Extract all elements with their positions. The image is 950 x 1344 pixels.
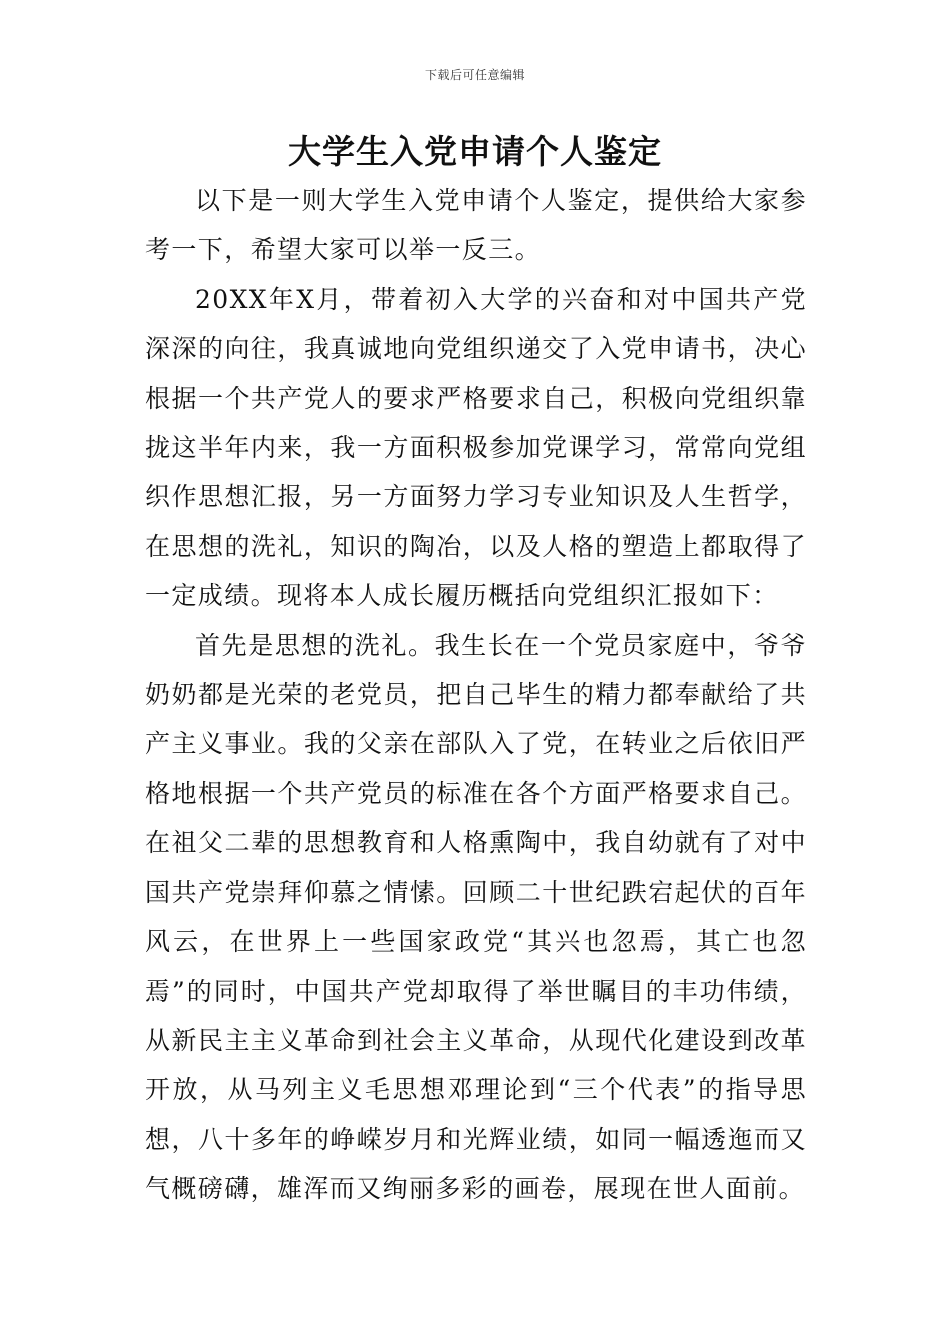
paragraph-intro: 以下是一则大学生入党申请个人鉴定，提供给大家参考一下，希望大家可以举一反三。: [145, 186, 807, 265]
paragraph-application: 20XX年X月，带着初入大学的兴奋和对中国共产党深深的向往，我真诚地向党组织递交了入党申请书，决心根据一个共产党人的要求严格要求自己，积极向党组织靠拢这半年内来，我一方面积极参加党课学习，常常向党组织作思想汇报，另一方面努力学习专业知识及人生哲学，在思想的洗礼，知识的陶冶，以及人格的塑造上都取得了一定成绩。现将本人成长履历概括向党组织汇报如下：: [145, 284, 807, 611]
paragraph-thought: 首先是思想的洗礼。我生长在一个党员家庭中，爷爷奶奶都是光荣的老党员，把自己毕生的精力都奉献给了共产主义事业。我的父亲在部队入了党，在转业之后依旧严格地根据一个共产党员的标准在各个方面严格要求自己。在祖父二辈的思想教育和人格熏陶中，我自幼就有了对中国共产党崇拜仰慕之情愫。回顾二十世纪跌宕起伏的百年风云，在世界上一些国家政党“其兴也忽焉，其亡也忽焉”的同时，中国共产党却取得了举世瞩目的丰功伟绩，从新民主主义革命到社会主义革命，从现代化建设到改革开放，从马列主义毛思想邓理论到“三个代表”的指导思想，八十多年的峥嵘岁月和光辉业绩，如同一幅透迤而又气概磅礴，雄浑而又绚丽多彩的画卷，展现在世人面前。: [145, 630, 807, 1204]
page-title: 大学生入党申请个人鉴定: [288, 132, 662, 171]
header-note: 下载后可任意编辑: [424, 68, 525, 82]
document-body: [145, 176, 807, 1214]
